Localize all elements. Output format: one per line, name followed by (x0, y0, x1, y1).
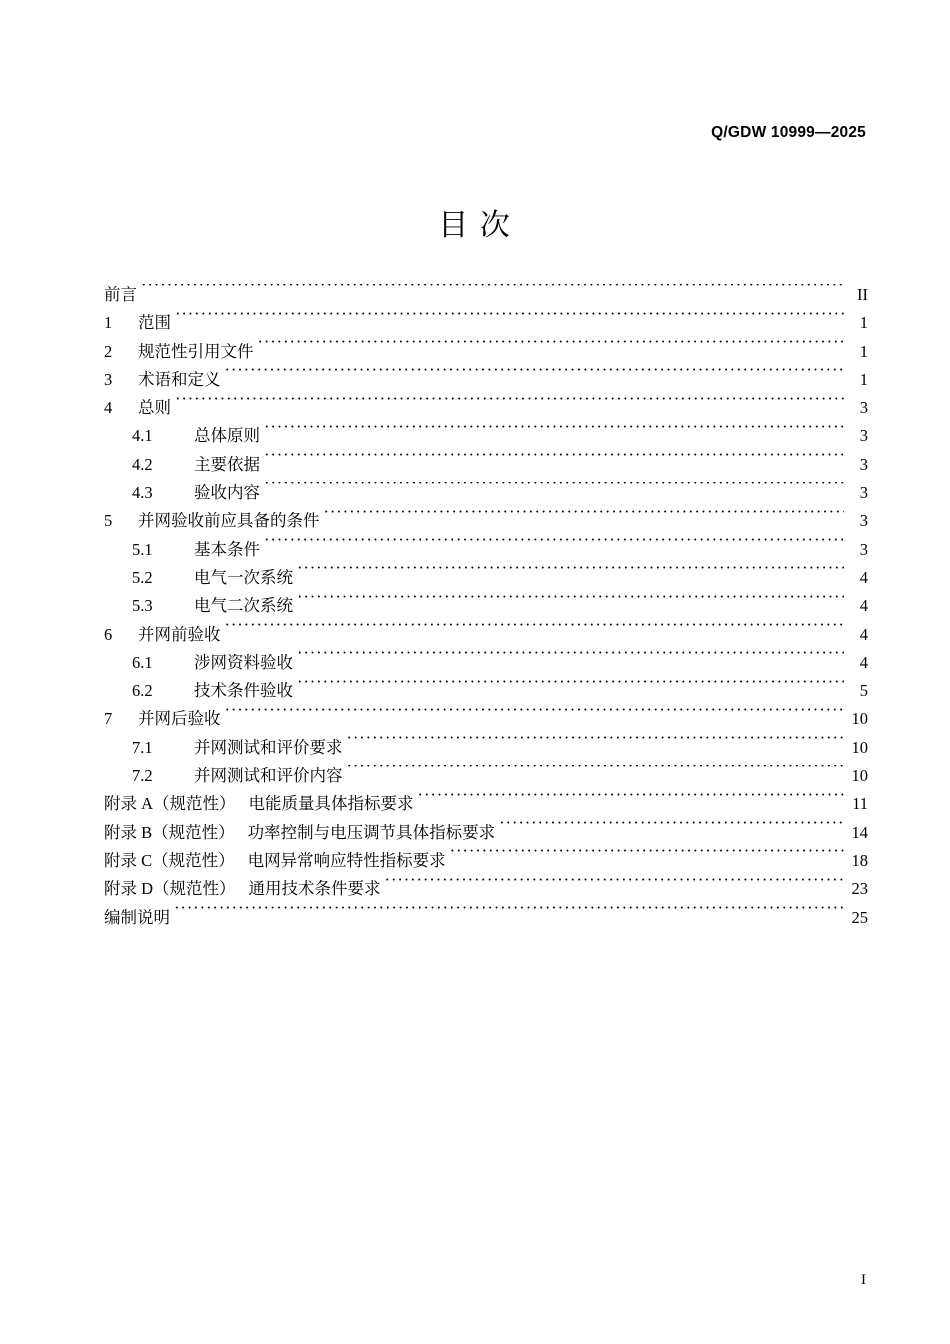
toc-entry-number: 4.3 (132, 483, 153, 503)
toc-entry[interactable] (104, 677, 868, 705)
toc-entry-label: 电气一次系统 (194, 567, 293, 587)
toc-entry-page-number: 4 (859, 652, 868, 672)
toc-entry[interactable] (104, 875, 868, 903)
table-of-contents (104, 281, 868, 932)
toc-entry-appendix-tag: 附录 B（规范性） (104, 822, 235, 842)
toc-entry-number: 5.1 (132, 539, 153, 559)
toc-entry-number: 5 (104, 511, 113, 531)
toc-dot-leader (175, 397, 844, 414)
toc-entry-number: 6.1 (132, 652, 153, 672)
toc-entry-label: 总体原则 (194, 426, 260, 446)
toc-entry-label: 并网后验收 (138, 709, 221, 729)
toc-entry-label: 并网测试和评价内容 (194, 766, 343, 786)
toc-entry[interactable] (104, 705, 868, 733)
toc-entry[interactable] (104, 451, 868, 479)
toc-dot-leader (347, 765, 845, 782)
toc-entry-number: 4.1 (132, 426, 153, 446)
toc-entry[interactable] (104, 536, 868, 564)
toc-entry-label: 并网测试和评价要求 (194, 737, 343, 757)
toc-entry-appendix-tag: 附录 C（规范性） (104, 850, 235, 870)
toc-entry-label: 验收内容 (194, 483, 260, 503)
toc-entry[interactable] (104, 366, 868, 394)
toc-entry-number: 5.2 (132, 567, 153, 587)
toc-entry-label: 电气二次系统 (194, 596, 293, 616)
toc-entry-label: 通用技术条件要求 (248, 879, 381, 899)
toc-entry[interactable] (104, 281, 868, 309)
toc-entry[interactable] (104, 762, 868, 790)
toc-entry-page-number: 3 (859, 454, 868, 474)
toc-entry-label: 并网前验收 (138, 624, 221, 644)
toc-entry[interactable] (104, 819, 868, 847)
toc-dot-leader (499, 821, 844, 838)
toc-entry[interactable] (104, 422, 868, 450)
toc-dot-leader (297, 566, 844, 583)
toc-entry-number: 7.1 (132, 737, 153, 757)
toc-entry-number: 7 (104, 709, 113, 729)
toc-entry-label: 基本条件 (194, 539, 260, 559)
toc-entry-number: 3 (104, 369, 113, 389)
toc-entry[interactable] (104, 790, 868, 818)
toc-dot-leader (385, 878, 844, 895)
toc-entry[interactable] (104, 847, 868, 875)
toc-entry-page-number: 18 (851, 850, 868, 870)
toc-entry-page-number: 10 (851, 709, 868, 729)
toc-entry[interactable] (104, 564, 868, 592)
toc-dot-leader (264, 482, 844, 499)
toc-entry-number: 7.2 (132, 766, 153, 786)
toc-entry[interactable] (104, 507, 868, 535)
toc-entry[interactable] (104, 309, 868, 337)
toc-entry-label: 术语和定义 (138, 369, 221, 389)
toc-dot-leader (264, 538, 844, 555)
toc-entry-page-number: 11 (852, 794, 868, 814)
toc-dot-leader (450, 849, 844, 866)
toc-entry[interactable] (104, 621, 868, 649)
toc-entry-page-number: II (857, 285, 868, 304)
toc-dot-leader (225, 368, 845, 385)
toc-entry-number: 4 (104, 398, 113, 418)
toc-entry-label: 电网异常响应特性指标要求 (247, 850, 446, 870)
toc-entry-appendix-tag: 附录 D（规范性） (104, 879, 236, 899)
toc-dot-leader (297, 680, 844, 697)
toc-entry-page-number: 5 (859, 681, 868, 701)
toc-entry-page-number: 4 (859, 624, 868, 644)
toc-entry[interactable] (104, 904, 868, 932)
toc-entry[interactable] (104, 338, 868, 366)
toc-dot-leader (225, 623, 845, 640)
toc-entry-page-number: 23 (851, 879, 868, 899)
toc-entry-page-number: 25 (851, 907, 868, 927)
running-header-standard-code: Q/GDW 10999—2025 (711, 124, 866, 141)
toc-entry-number: 1 (104, 313, 113, 333)
toc-entry-number: 6.2 (132, 681, 153, 701)
toc-dot-leader (258, 340, 845, 357)
toc-dot-leader (225, 708, 845, 725)
toc-dot-leader (141, 284, 844, 301)
toc-entry[interactable] (104, 649, 868, 677)
toc-entry-label: 范围 (138, 313, 171, 333)
toc-entry-label: 功率控制与电压调节具体指标要求 (247, 822, 496, 842)
toc-dot-leader (174, 906, 844, 923)
toc-dot-leader (324, 510, 845, 527)
toc-entry-page-number: 3 (859, 539, 868, 559)
toc-entry-label: 编制说明 (104, 907, 170, 927)
toc-entry[interactable] (104, 734, 868, 762)
toc-dot-leader (264, 453, 844, 470)
toc-entry-page-number: 3 (859, 511, 868, 531)
toc-entry-page-number: 4 (859, 567, 868, 587)
toc-entry[interactable] (104, 592, 868, 620)
toc-entry-label: 涉网资料验收 (194, 652, 293, 672)
toc-entry-label: 规范性引用文件 (138, 341, 254, 361)
toc-entry-page-number: 3 (859, 426, 868, 446)
toc-dot-leader (297, 651, 844, 668)
toc-dot-leader (347, 736, 845, 753)
toc-entry[interactable] (104, 479, 868, 507)
footer-page-number: I (861, 1272, 866, 1288)
toc-entry-label: 电能质量具体指标要求 (248, 794, 414, 814)
toc-dot-leader (297, 595, 844, 612)
toc-entry-page-number: 10 (851, 737, 868, 757)
toc-dot-leader (175, 312, 844, 329)
toc-entry-number: 5.3 (132, 596, 153, 616)
toc-entry-page-number: 1 (859, 313, 868, 333)
toc-entry-label: 技术条件验收 (194, 681, 293, 701)
page-title: 目 次 (438, 209, 512, 242)
toc-dot-leader (264, 425, 844, 442)
toc-entry-page-number: 3 (859, 398, 868, 418)
toc-entry[interactable] (104, 394, 868, 422)
toc-entry-number: 4.2 (132, 454, 153, 474)
toc-dot-leader (418, 793, 844, 810)
toc-entry-appendix-tag: 附录 A（规范性） (104, 794, 236, 814)
toc-entry-label: 主要依据 (194, 454, 260, 474)
toc-entry-page-number: 4 (859, 596, 868, 616)
toc-entry-number: 2 (104, 341, 113, 361)
toc-entry-page-number: 10 (851, 766, 868, 786)
toc-entry-page-number: 1 (859, 341, 868, 361)
toc-entry-page-number: 14 (851, 822, 868, 842)
toc-entry-label: 前言 (104, 285, 137, 304)
toc-entry-page-number: 3 (859, 483, 868, 503)
toc-entry-label: 总则 (138, 398, 171, 418)
toc-entry-page-number: 1 (859, 369, 868, 389)
toc-entry-label: 并网验收前应具备的条件 (138, 511, 320, 531)
toc-entry-number: 6 (104, 624, 113, 644)
